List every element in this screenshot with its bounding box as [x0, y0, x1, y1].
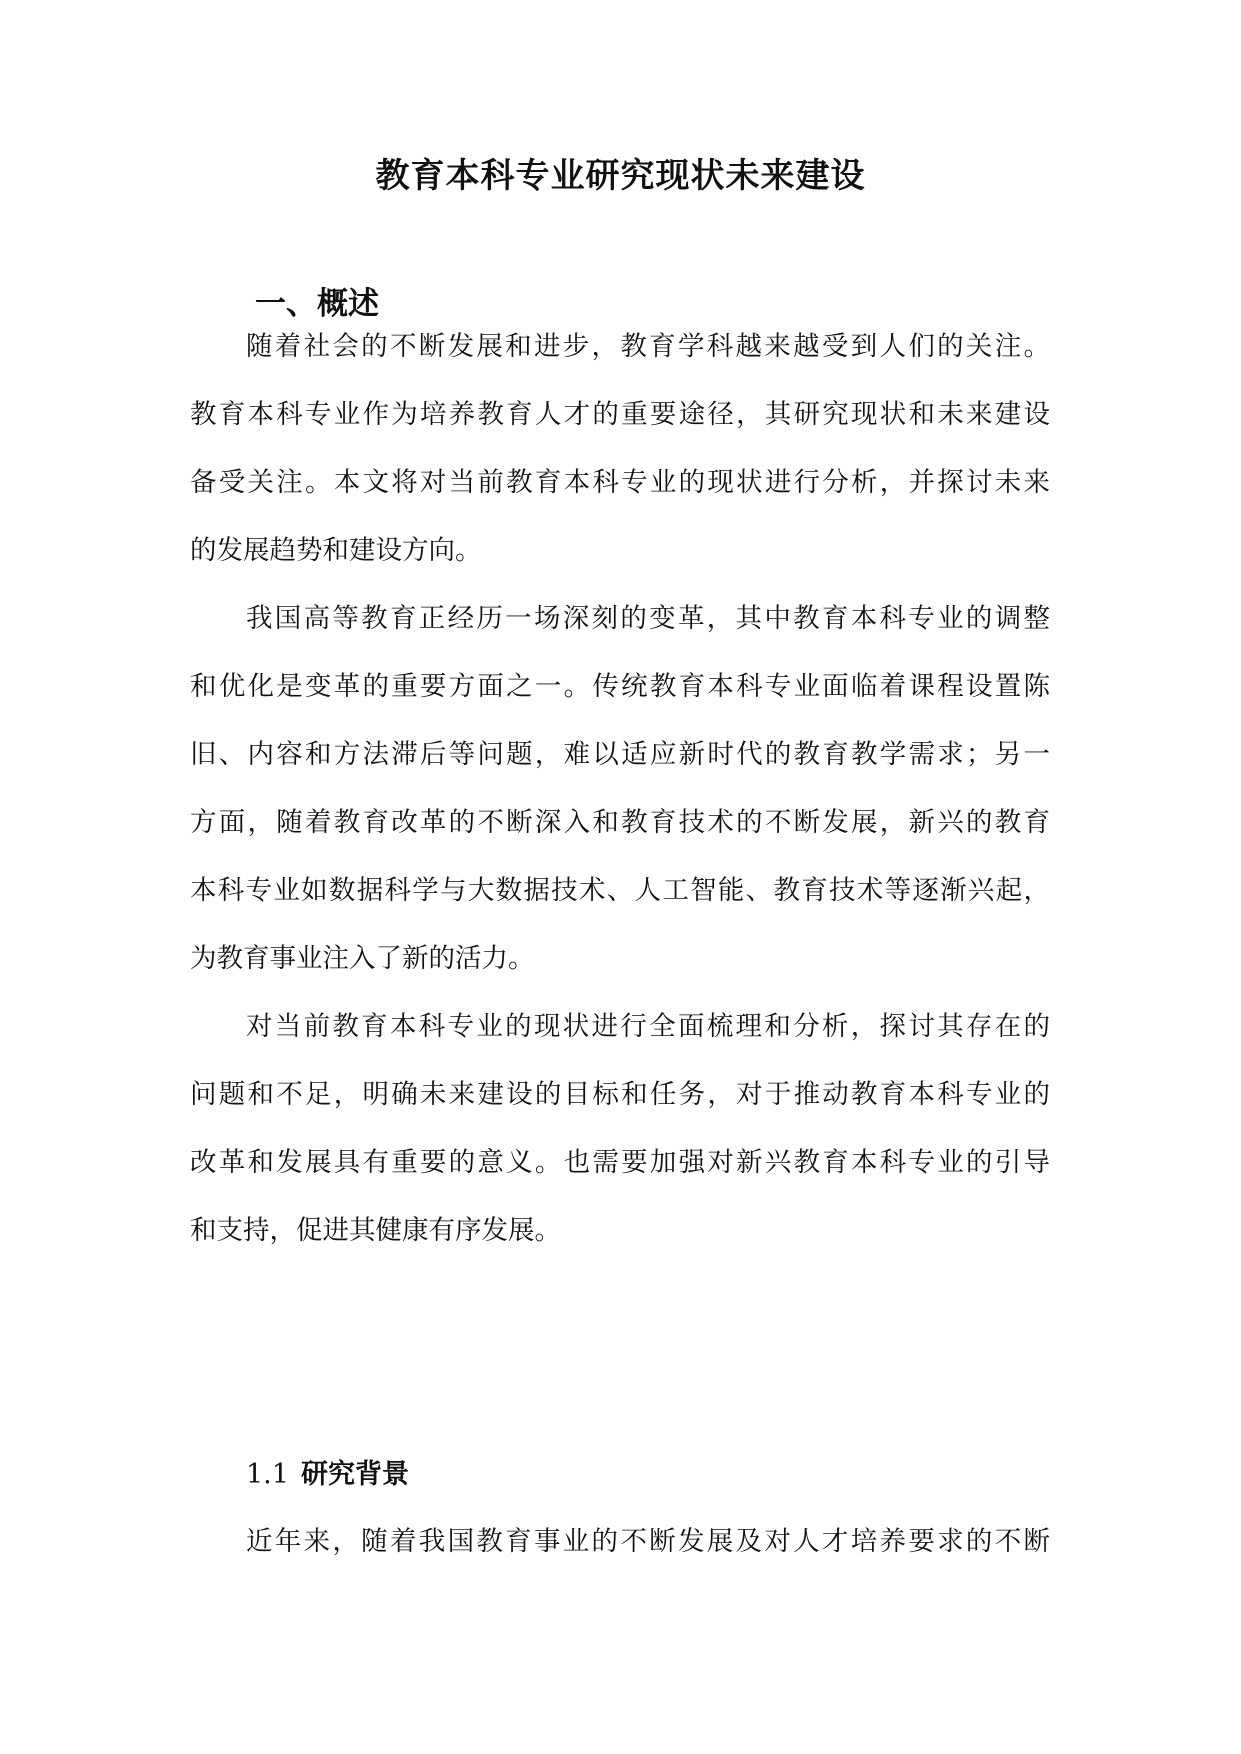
paragraph-1-line-3: 备受关注。本文将对当前教育本科专业的现状进行分析，并探讨未来 [190, 467, 1050, 498]
paragraph-2-line-4: 方面，随着教育改革的不断深入和教育技术的不断发展，新兴的教育 [190, 807, 1050, 838]
subsection-title: 研究背景 [300, 1459, 409, 1490]
paragraph-1-line-2: 教育本科专业作为培养教育人才的重要途径，其研究现状和未来建设 [190, 399, 1050, 430]
paragraph-2-line-1: 我国高等教育正经历一场深刻的变革，其中教育本科专业的调整 [246, 603, 1050, 634]
subsection-number: 1.1 [246, 1459, 289, 1490]
paragraph-1-line-4: 的发展趋势和建设方向。 [190, 535, 482, 566]
paragraph-2-line-3: 旧、内容和方法滞后等问题，难以适应新时代的教育教学需求；另一 [190, 739, 1050, 770]
section-heading-overview: 一、概述 [255, 286, 379, 322]
document-title: 教育本科专业研究现状未来建设 [375, 156, 866, 196]
paragraph-3-line-1: 对当前教育本科专业的现状进行全面梳理和分析，探讨其存在的 [246, 1011, 1050, 1042]
subsection-heading-research-background [246, 1453, 409, 1497]
paragraph-2-line-2: 和优化是变革的重要方面之一。传统教育本科专业面临着课程设置陈 [190, 671, 1050, 702]
paragraph-3-line-4: 和支持，促进其健康有序发展。 [190, 1215, 561, 1246]
paragraph-2-line-5: 本科专业如数据科学与大数据技术、人工智能、教育技术等逐渐兴起， [190, 875, 1050, 906]
paragraph-1-line-1: 随着社会的不断发展和进步，教育学科越来越受到人们的关注。 [246, 331, 1050, 362]
paragraph-2-line-6: 为教育事业注入了新的活力。 [190, 943, 535, 974]
paragraph-4-line-1: 近年来，随着我国教育事业的不断发展及对人才培养要求的不断 [246, 1526, 1050, 1557]
paragraph-3-line-2: 问题和不足，明确未来建设的目标和任务，对于推动教育本科专业的 [190, 1079, 1050, 1110]
paragraph-3-line-3: 改革和发展具有重要的意义。也需要加强对新兴教育本科专业的引导 [190, 1147, 1050, 1178]
